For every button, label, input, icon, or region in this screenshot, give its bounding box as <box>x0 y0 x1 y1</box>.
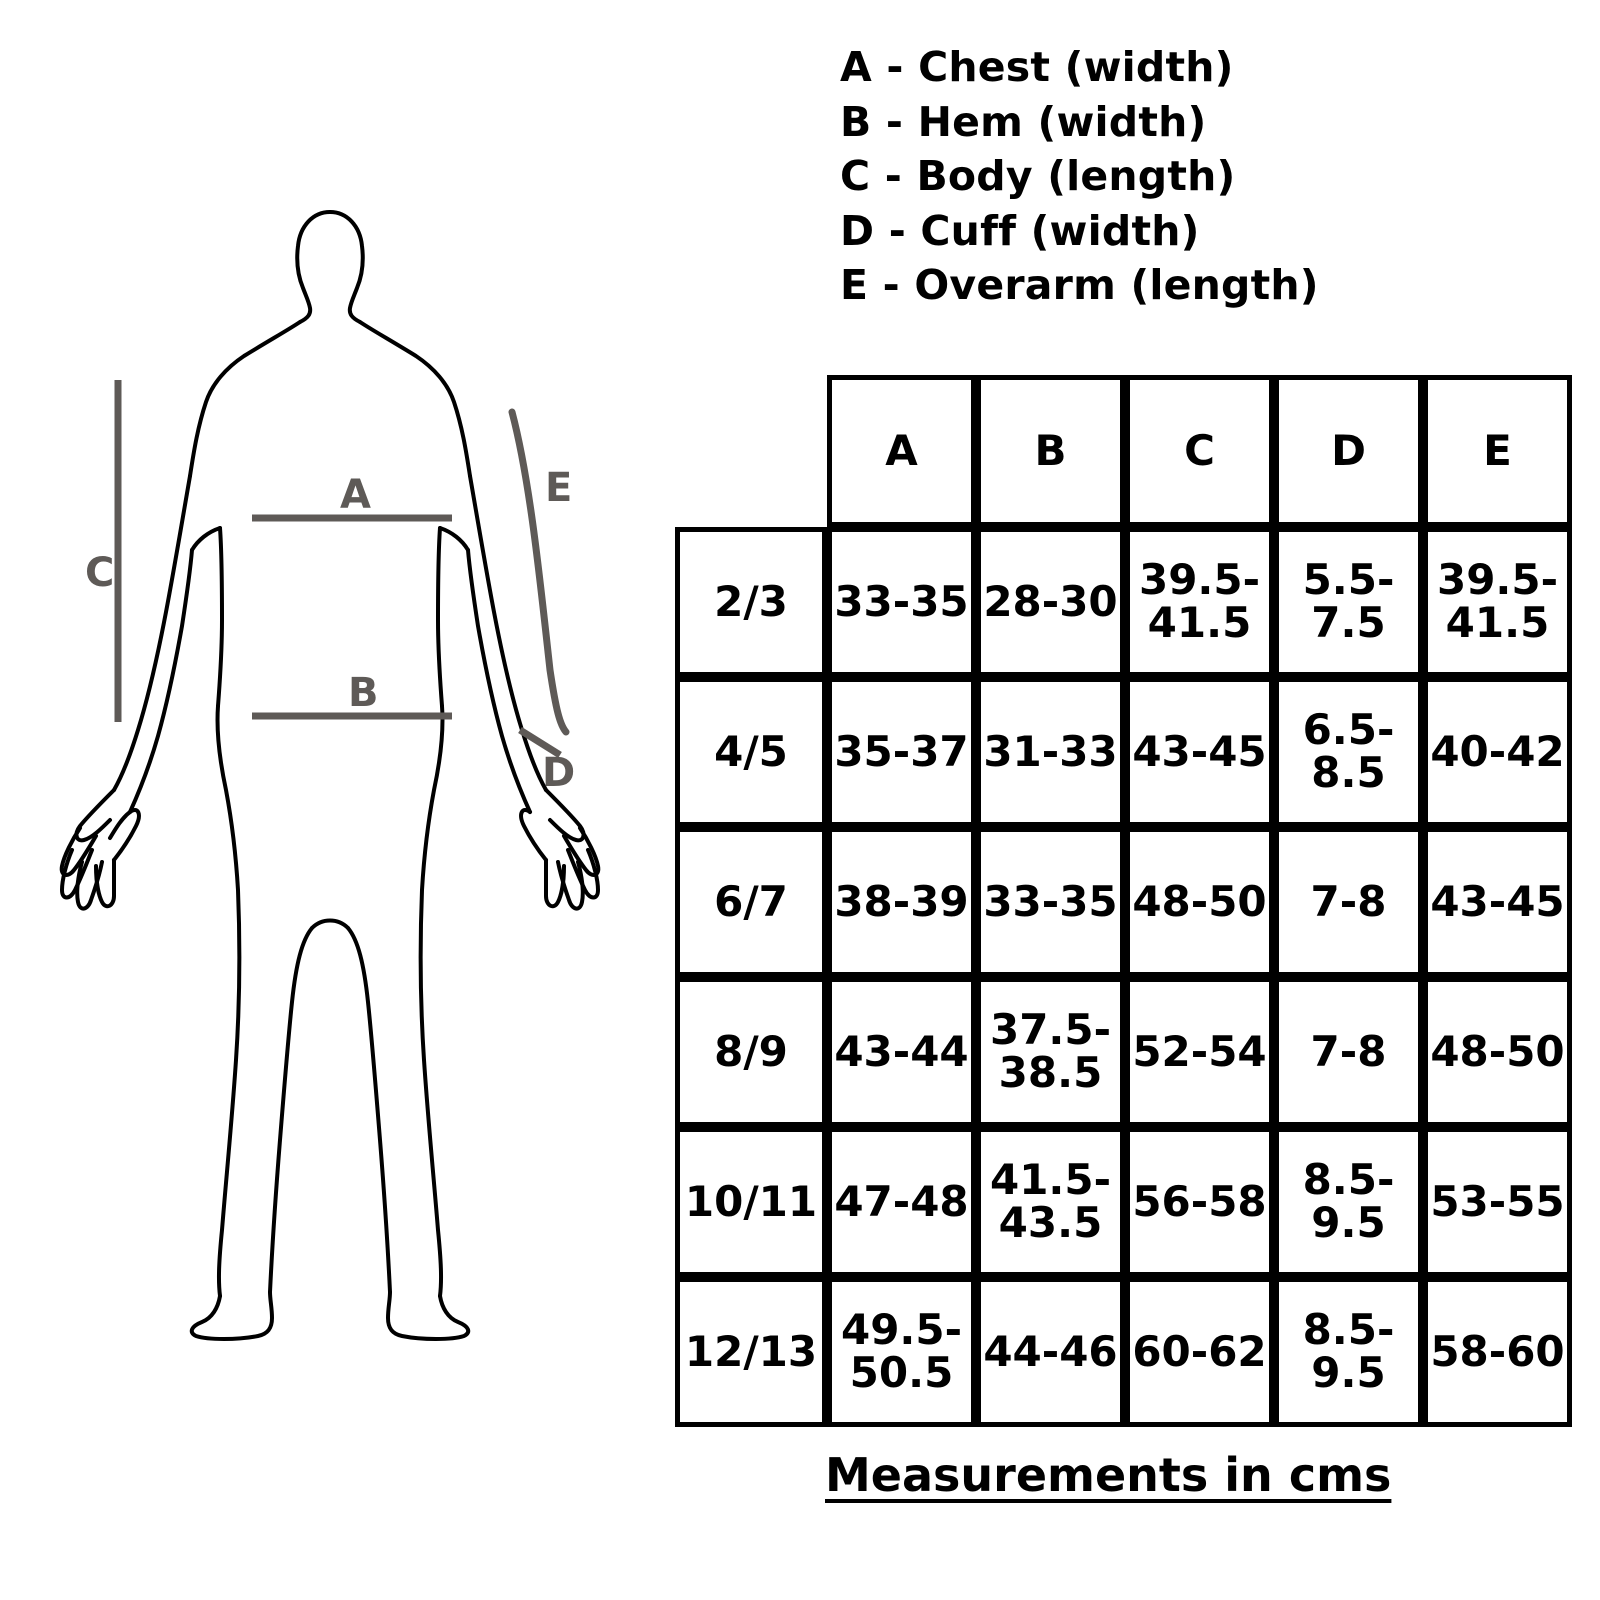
row-size-label: 12/13 <box>675 1277 827 1427</box>
table-col-header-e: E <box>1423 375 1572 527</box>
cell-b: 44-46 <box>976 1277 1125 1427</box>
row-size-label: 6/7 <box>675 827 827 977</box>
table-row <box>675 977 1572 1127</box>
measurement-line-e <box>512 412 566 732</box>
measurement-units-note: Measurements in cms <box>825 1448 1392 1502</box>
cell-d: 6.5- 8.5 <box>1274 677 1423 827</box>
figure-label-b: B <box>348 670 379 716</box>
cell-a: 49.5- 50.5 <box>827 1277 976 1427</box>
cell-d: 8.5- 9.5 <box>1274 1127 1423 1277</box>
table-col-header-b: B <box>976 375 1125 527</box>
cell-a: 38-39 <box>827 827 976 977</box>
legend-item-b: B - Hem (width) <box>840 97 1207 146</box>
cell-c: 52-54 <box>1125 977 1274 1127</box>
legend-item-c: C - Body (length) <box>840 152 1236 201</box>
cell-a: 43-44 <box>827 977 976 1127</box>
size-chart-table <box>675 375 1572 1427</box>
table-row <box>675 1127 1572 1277</box>
legend-item-a: A - Chest (width) <box>840 43 1234 91</box>
legend-item-e: E - Overarm (length) <box>840 261 1319 310</box>
row-size-label: 4/5 <box>675 677 827 827</box>
cell-e: 53-55 <box>1423 1127 1572 1277</box>
table-corner-cell <box>675 375 827 527</box>
table-body <box>675 527 1572 1427</box>
table-header-row <box>675 375 1572 527</box>
table-row <box>675 677 1572 827</box>
cell-b: 33-35 <box>976 827 1125 977</box>
table-col-header-a: A <box>827 375 976 527</box>
table-col-header-d: D <box>1274 375 1423 527</box>
cell-b: 41.5- 43.5 <box>976 1127 1125 1277</box>
cell-c: 43-45 <box>1125 677 1274 827</box>
table-row <box>675 827 1572 977</box>
row-size-label: 10/11 <box>675 1127 827 1277</box>
figure-label-c: C <box>85 550 115 596</box>
cell-d: 5.5- 7.5 <box>1274 527 1423 677</box>
cell-e: 43-45 <box>1423 827 1572 977</box>
cell-b: 31-33 <box>976 677 1125 827</box>
cell-c: 39.5- 41.5 <box>1125 527 1274 677</box>
cell-e: 40-42 <box>1423 677 1572 827</box>
figure-label-e: E <box>545 465 573 511</box>
cell-c: 48-50 <box>1125 827 1274 977</box>
table-row <box>675 527 1572 677</box>
measurement-legend <box>840 40 1540 313</box>
table-row <box>675 1277 1572 1427</box>
cell-a: 35-37 <box>827 677 976 827</box>
row-size-label: 2/3 <box>675 527 827 677</box>
body-figure-panel <box>30 150 670 1400</box>
cell-d: 7-8 <box>1274 977 1423 1127</box>
cell-b: 28-30 <box>976 527 1125 677</box>
cell-e: 48-50 <box>1423 977 1572 1127</box>
figure-label-a: A <box>340 472 371 518</box>
cell-e: 39.5- 41.5 <box>1423 527 1572 677</box>
cell-d: 7-8 <box>1274 827 1423 977</box>
row-size-label: 8/9 <box>675 977 827 1127</box>
cell-a: 33-35 <box>827 527 976 677</box>
cell-e: 58-60 <box>1423 1277 1572 1427</box>
legend-item-d: D - Cuff (width) <box>840 206 1200 255</box>
cell-c: 60-62 <box>1125 1277 1274 1427</box>
cell-d: 8.5- 9.5 <box>1274 1277 1423 1427</box>
cell-a: 47-48 <box>827 1127 976 1277</box>
cell-b: 37.5- 38.5 <box>976 977 1125 1127</box>
table-col-header-c: C <box>1125 375 1274 527</box>
table-header <box>675 375 1572 527</box>
figure-label-d: D <box>542 750 576 796</box>
cell-c: 56-58 <box>1125 1127 1274 1277</box>
